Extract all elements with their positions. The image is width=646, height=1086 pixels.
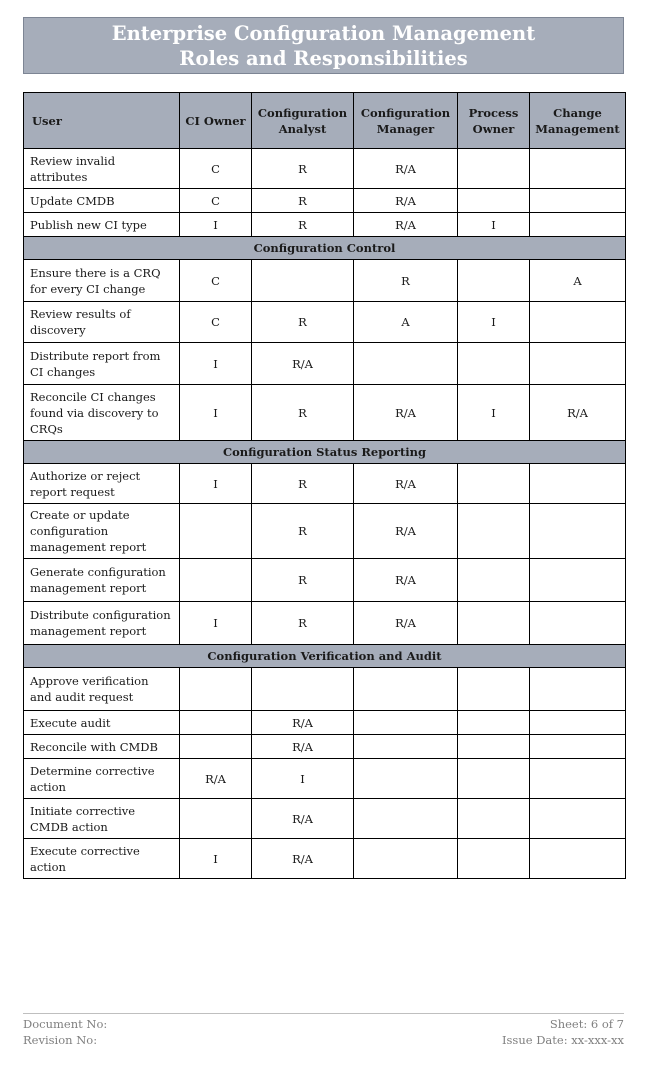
raci-cell (458, 735, 530, 759)
raci-cell (530, 343, 626, 385)
raci-cell: I (458, 385, 530, 441)
raci-cell (354, 759, 458, 799)
raci-cell (530, 759, 626, 799)
raci-cell: A (354, 302, 458, 343)
raci-cell (252, 260, 354, 302)
raci-cell (458, 602, 530, 645)
document-title-banner (23, 17, 624, 74)
task-cell: Determine corrective action (24, 759, 180, 799)
raci-cell (252, 668, 354, 711)
raci-cell (530, 839, 626, 879)
raci-cell (180, 504, 252, 559)
raci-cell: R/A (354, 464, 458, 504)
task-cell: Distribute report from CI changes (24, 343, 180, 385)
raci-cell: R (252, 559, 354, 602)
raci-cell (458, 711, 530, 735)
raci-cell: R/A (252, 343, 354, 385)
column-header-ci-owner: CI Owner (180, 93, 252, 149)
raci-cell: I (180, 343, 252, 385)
raci-cell (458, 260, 530, 302)
column-header-process-owner: Process Owner (458, 93, 530, 149)
page-footer (23, 1013, 624, 1048)
task-cell: Reconcile with CMDB (24, 735, 180, 759)
task-cell: Execute audit (24, 711, 180, 735)
raci-cell: C (180, 149, 252, 189)
section-heading: Configuration Verification and Audit (24, 645, 626, 668)
task-cell: Authorize or reject report request (24, 464, 180, 504)
raci-cell (354, 799, 458, 839)
raci-cell: R/A (354, 149, 458, 189)
raci-cell (180, 735, 252, 759)
raci-cell: R/A (180, 759, 252, 799)
task-cell: Generate configuration management report (24, 559, 180, 602)
task-cell: Initiate corrective CMDB action (24, 799, 180, 839)
table-row (24, 839, 626, 879)
raci-cell: I (252, 759, 354, 799)
raci-cell (458, 839, 530, 879)
raci-cell (458, 759, 530, 799)
raci-cell (458, 799, 530, 839)
task-cell: Create or update configuration management report (24, 504, 180, 559)
raci-cell: I (180, 464, 252, 504)
raci-cell: I (458, 302, 530, 343)
raci-cell (530, 711, 626, 735)
table-row (24, 260, 626, 302)
raci-cell (354, 711, 458, 735)
table-row (24, 559, 626, 602)
table-header-row (24, 93, 626, 149)
raci-cell: R (252, 602, 354, 645)
task-cell: Execute corrective action (24, 839, 180, 879)
raci-cell: R/A (354, 559, 458, 602)
raci-cell (458, 559, 530, 602)
task-cell: Update CMDB (24, 189, 180, 213)
raci-cell (530, 602, 626, 645)
table-row (24, 504, 626, 559)
raci-cell (530, 799, 626, 839)
raci-cell: A (530, 260, 626, 302)
raci-cell (458, 668, 530, 711)
raci-cell: R (252, 213, 354, 237)
table-row (24, 343, 626, 385)
title-line-2: Roles and Responsibilities (179, 47, 468, 70)
section-header-row (24, 237, 626, 260)
raci-cell: C (180, 302, 252, 343)
table-row (24, 149, 626, 189)
table-row (24, 385, 626, 441)
raci-cell (530, 464, 626, 504)
raci-cell (530, 668, 626, 711)
raci-cell: R/A (252, 735, 354, 759)
task-cell: Distribute configuration management report (24, 602, 180, 645)
table-row (24, 735, 626, 759)
raci-cell (530, 189, 626, 213)
task-cell: Publish new CI type (24, 213, 180, 237)
raci-cell: R (252, 464, 354, 504)
sheet-number: Sheet: 6 of 7 (549, 1017, 624, 1031)
raci-cell: I (180, 385, 252, 441)
raci-cell: R (252, 149, 354, 189)
raci-cell: R (252, 385, 354, 441)
raci-cell (180, 711, 252, 735)
raci-cell (354, 839, 458, 879)
raci-cell: R (252, 504, 354, 559)
raci-cell (530, 213, 626, 237)
raci-cell: R/A (354, 213, 458, 237)
raci-cell: C (180, 260, 252, 302)
section-header-row (24, 441, 626, 464)
raci-cell (458, 504, 530, 559)
raci-cell (180, 799, 252, 839)
raci-cell (180, 559, 252, 602)
raci-cell: R/A (354, 385, 458, 441)
table-row (24, 602, 626, 645)
raci-cell (354, 668, 458, 711)
raci-cell: R/A (354, 602, 458, 645)
section-header-row (24, 645, 626, 668)
column-header-change-management: Change Management (530, 93, 626, 149)
raci-cell: R/A (530, 385, 626, 441)
table-row (24, 464, 626, 504)
table-row (24, 668, 626, 711)
task-cell: Ensure there is a CRQ for every CI change (24, 260, 180, 302)
raci-cell (180, 668, 252, 711)
raci-cell: R/A (354, 504, 458, 559)
column-header-user: User (24, 93, 180, 149)
raci-cell (530, 504, 626, 559)
document-number: Document No: (23, 1017, 108, 1031)
table-row (24, 302, 626, 343)
table-row (24, 213, 626, 237)
title-line-1: Enterprise Configuration Management (111, 22, 536, 45)
raci-cell (458, 189, 530, 213)
raci-cell: R (354, 260, 458, 302)
raci-table (23, 92, 626, 879)
raci-cell: R/A (354, 189, 458, 213)
table-row (24, 759, 626, 799)
column-header-configuration-analyst: Configuration Analyst (252, 93, 354, 149)
section-heading: Configuration Status Reporting (24, 441, 626, 464)
raci-cell: R/A (252, 799, 354, 839)
task-cell: Approve verification and audit request (24, 668, 180, 711)
raci-cell (354, 343, 458, 385)
raci-cell (530, 149, 626, 189)
issue-date: Issue Date: xx-xxx-xx (501, 1033, 624, 1047)
task-cell: Reconcile CI changes found via discovery to CRQs (24, 385, 180, 441)
task-cell: Review results of discovery (24, 302, 180, 343)
raci-cell (530, 302, 626, 343)
raci-cell: I (180, 839, 252, 879)
raci-cell (530, 735, 626, 759)
raci-cell: I (180, 602, 252, 645)
raci-cell (458, 149, 530, 189)
raci-cell: R/A (252, 839, 354, 879)
raci-cell (458, 343, 530, 385)
table-row (24, 189, 626, 213)
task-cell: Review invalid attributes (24, 149, 180, 189)
raci-cell: I (180, 213, 252, 237)
revision-number: Revision No: (23, 1033, 98, 1047)
section-heading: Configuration Control (24, 237, 626, 260)
column-header-configuration-manager: Configuration Manager (354, 93, 458, 149)
raci-cell: R/A (252, 711, 354, 735)
table-row (24, 711, 626, 735)
raci-cell: R (252, 189, 354, 213)
raci-cell: R (252, 302, 354, 343)
raci-cell: I (458, 213, 530, 237)
raci-cell (458, 464, 530, 504)
raci-cell (354, 735, 458, 759)
raci-cell (530, 559, 626, 602)
table-row (24, 799, 626, 839)
raci-table-body (24, 149, 626, 879)
raci-cell: C (180, 189, 252, 213)
